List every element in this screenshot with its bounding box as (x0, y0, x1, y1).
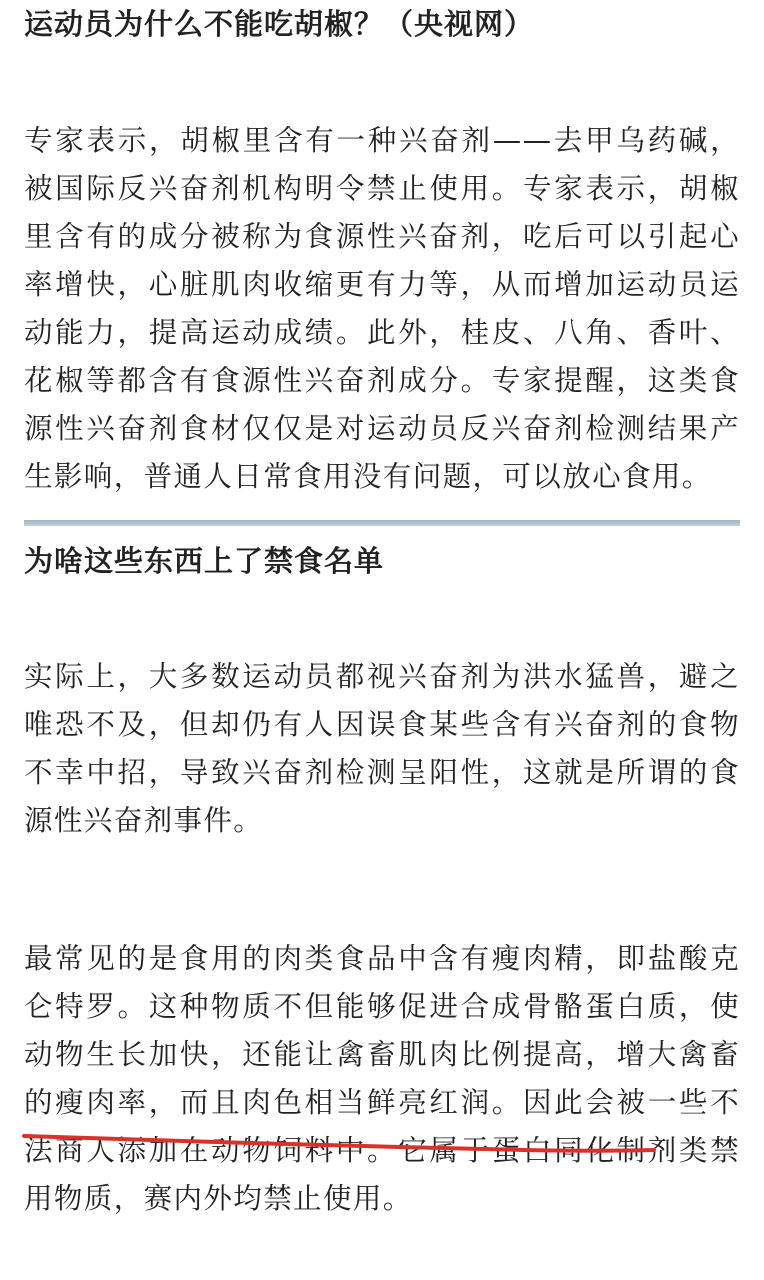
section-heading-banned-foods: 为啥这些东西上了禁食名单 (24, 544, 385, 578)
section-heading-pepper: 运动员为什么不能吃胡椒？（央视网） (24, 7, 535, 41)
handwritten-underline-mark (20, 1130, 660, 1160)
paragraph-pepper-explanation: 专家表示，胡椒里含有一种兴奋剂——去甲乌药碱，被国际反兴奋剂机构明令禁止使用。专家表示，胡椒里含有的成分被称为食源性兴奋剂，吃后可以引起心率增快，心脏肌肉收缩更有力等，从而增加运动员运动能力，提高运动成绩。此外，桂皮、八角、香叶、花椒等都含有食源性兴奋剂成分。专家提醒，这类食源性兴奋剂食材仅仅是对运动员反兴奋剂检测结果产生影响，普通人日常食用没有问题，可以放心食用。 (24, 124, 740, 493)
section-divider (24, 520, 740, 526)
paragraph-food-doping-events: 实际上，大多数运动员都视兴奋剂为洪水猛兽，避之唯恐不及，但却仍有人因误食某些含有兴奋剂的食物不幸中招，导致兴奋剂检测呈阳性，这就是所谓的食源性兴奋剂事件。 (24, 660, 740, 837)
paragraph-clenbuterol: 最常见的是食用的肉类食品中含有瘦肉精，即盐酸克仑特罗。这种物质不但能够促进合成骨骼蛋白质，使动物生长加快，还能让禽畜肌肉比例提高，增大禽畜的瘦肉率，而且肉色相当鲜亮红润。因此会被一些不法商人添加在动物饲料中。它属于蛋白同化制剂类禁用物质，赛内外均禁止使用。 (24, 942, 740, 1215)
